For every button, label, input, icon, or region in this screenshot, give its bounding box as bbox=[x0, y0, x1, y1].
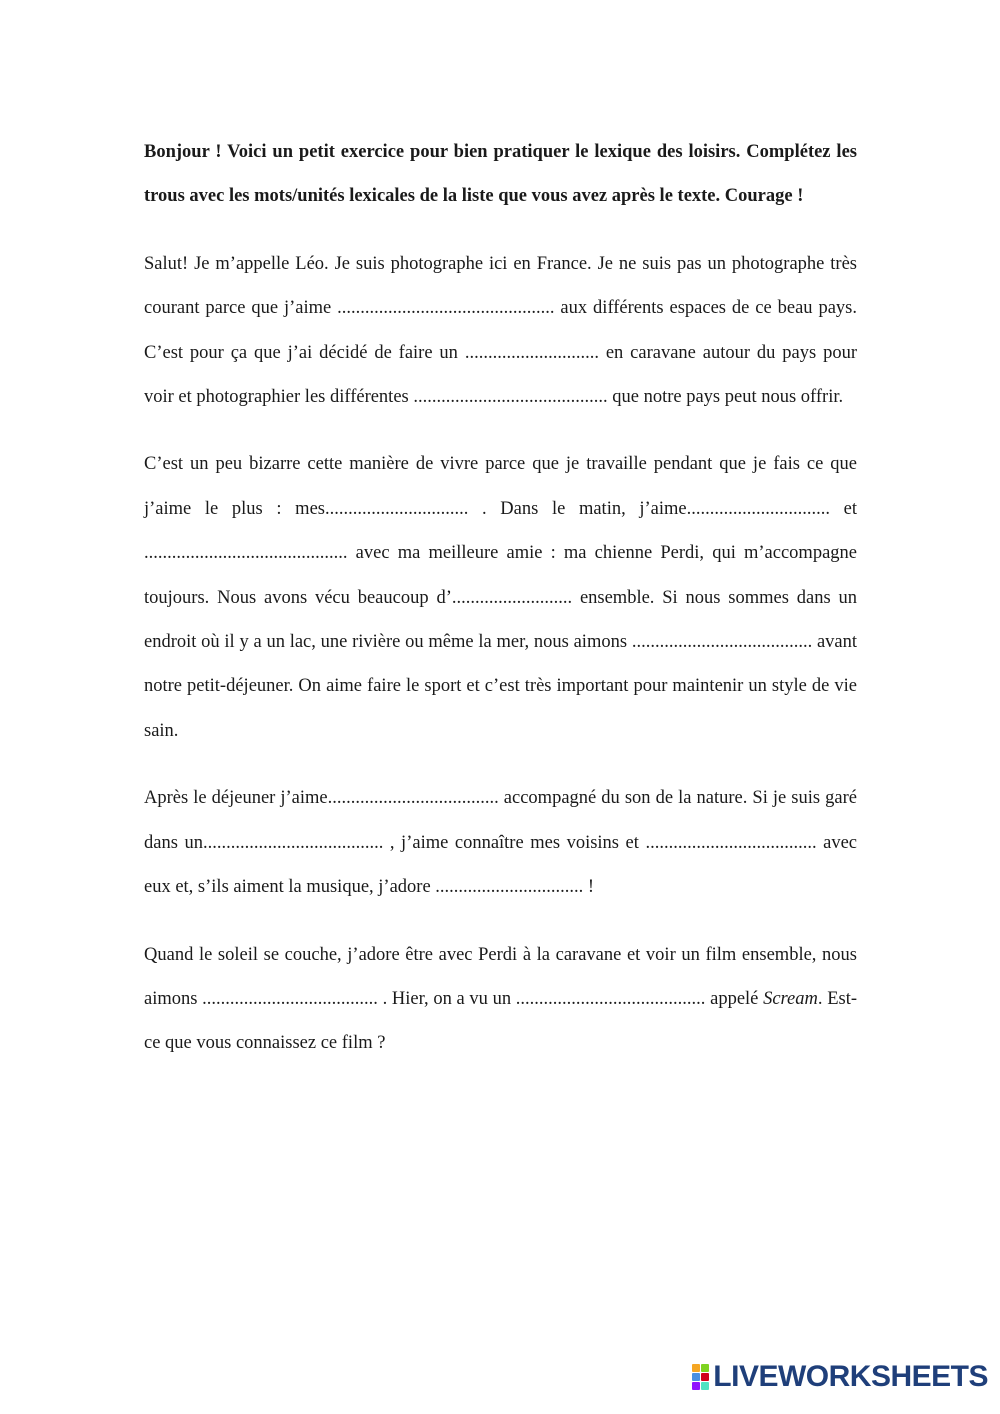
blank-field[interactable]: ............................................... bbox=[337, 298, 555, 319]
blank-field[interactable]: .......................... bbox=[451, 587, 573, 608]
liveworksheets-logo bbox=[692, 1360, 988, 1394]
blank-field[interactable]: ............................. bbox=[464, 342, 599, 363]
blank-field[interactable]: ....................................... bbox=[202, 832, 384, 853]
blank-field[interactable]: ...................................... bbox=[202, 988, 378, 1009]
blank-field[interactable]: ................................ bbox=[435, 877, 584, 898]
text-segment: Salut! Je m’appelle Léo. Je suis photographe ici en France. Je ne suis pas un photographe très courant parce que j’aime bbox=[144, 253, 857, 319]
text-segment: C’est un peu bizarre cette manière de vivre parce que je travaille pendant que je fais ce que j’aime le plus : mes bbox=[144, 454, 857, 519]
text-segment: ensemble. Si nous sommes dans un endroit où il y a un lac, une rivière ou même la mer, nous aimons bbox=[144, 587, 858, 653]
paragraph-3 bbox=[144, 776, 857, 909]
text-segment: ! bbox=[583, 877, 595, 898]
logo-square bbox=[701, 1373, 709, 1381]
text-segment: avant notre petit-déjeuner. On aime faire le sport et c’est très important pour maintenir un style de vie sain. bbox=[144, 632, 858, 741]
logo-square bbox=[692, 1364, 700, 1372]
text-segment: . Dans le matin, j’aime bbox=[468, 498, 687, 519]
text-segment: appelé bbox=[705, 988, 764, 1009]
blank-field[interactable]: .......................................... bbox=[413, 387, 608, 408]
logo-square bbox=[692, 1373, 700, 1381]
text-segment: avec ma meilleure amie : ma chienne Perdi, qui m’accompagne toujours. Nous avons vécu beaucoup d’ bbox=[144, 543, 857, 608]
logo-square bbox=[701, 1364, 709, 1372]
logo-mark-icon bbox=[692, 1364, 709, 1390]
worksheet-body bbox=[144, 130, 857, 1089]
blank-field[interactable]: ..................................... bbox=[645, 832, 817, 853]
blank-field[interactable]: ....................................... bbox=[631, 632, 813, 653]
paragraph-2 bbox=[144, 442, 857, 753]
text-segment: Quand le soleil se couche, j’adore être avec Perdi à la caravane et voir un film ensemble, nous aimons bbox=[144, 944, 857, 1009]
text-segment: accompagné du son de la nature. Si je suis garé dans un bbox=[144, 788, 857, 853]
text-segment: que notre pays peut nous offrir. bbox=[607, 387, 844, 408]
blank-field[interactable]: ..................................... bbox=[327, 788, 499, 809]
blank-field[interactable]: ............................... bbox=[324, 498, 469, 519]
text-segment: Après le déjeuner j’aime bbox=[144, 788, 328, 809]
text-segment: . Est-ce que vous connaissez ce film ? bbox=[144, 988, 857, 1054]
blank-field[interactable]: ............................................ bbox=[144, 543, 348, 564]
paragraph-1 bbox=[144, 242, 857, 420]
paragraph-4 bbox=[144, 933, 857, 1066]
text-segment: , j’aime connaître mes voisins et bbox=[383, 832, 646, 853]
blank-field[interactable]: ............................... bbox=[686, 498, 830, 519]
logo-text: LIVEWORKSHEETS bbox=[713, 1360, 988, 1393]
film-title: Scream bbox=[763, 988, 818, 1009]
text-segment: et bbox=[829, 498, 857, 519]
intro-instructions: Bonjour ! Voici un petit exercice pour bien pratiquer le lexique des loisirs. Complétez les trous avec les mots/unités lexicales de la liste que vous avez après le texte. Courage ! bbox=[144, 142, 857, 207]
text-segment: . Hier, on a vu un bbox=[377, 988, 516, 1009]
text-segment: aux différents espaces de ce beau pays. C’est pour ça que j’ai décidé de faire un bbox=[144, 298, 857, 363]
text-segment: avec eux et, s’ils aiment la musique, j’adore bbox=[144, 832, 857, 898]
text-segment: en caravane autour du pays pour voir et photographier les différentes bbox=[144, 342, 857, 408]
logo-square bbox=[692, 1382, 700, 1390]
blank-field[interactable]: ......................................... bbox=[515, 988, 706, 1009]
logo-square bbox=[701, 1382, 709, 1390]
